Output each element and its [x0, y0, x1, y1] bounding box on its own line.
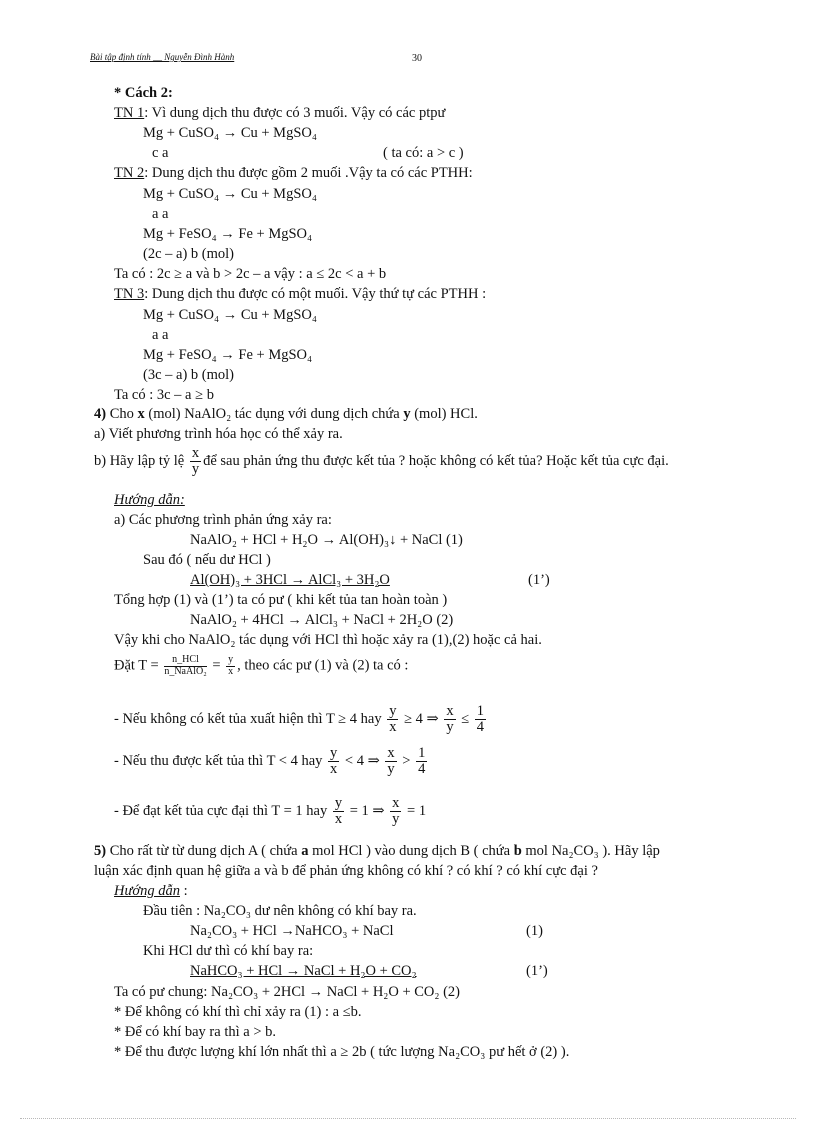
guide-1-a: a) Các phương trình phản ứng xảy ra:	[114, 512, 332, 528]
excess-hcl: Khi HCl dư thì có khí bay ra:	[143, 943, 314, 959]
tn2-line: TN 2: Dung dịch thu được gồm 2 muối .Vậy ta có các PTHH:	[114, 165, 473, 181]
tn3-line: TN 3: Dung dịch thu được có một muối. Vậy thứ tự các PTHH :	[114, 286, 487, 302]
reaction-2: NaAlO₂ + 4HCl → AlCl₃ + NaCl + 2H₂O (2)	[190, 612, 454, 628]
tn1-line: TN 1: Vì dung dịch thu được có 3 muối. Vậy có các ptpư	[114, 105, 446, 121]
ratio-x-over-y: $\frac{x}{y}$	[191, 445, 200, 478]
guide-heading-2: Hướng dẫn :	[114, 883, 188, 899]
equation-2-moles: a a	[152, 206, 169, 222]
summary-line: Vậy khi cho NaAlO₂ tác dụng với HCl thì hoặc xảy ra (1),(2) hoặc cả hai.	[114, 632, 542, 648]
case-max-precipitate: - Để đạt kết tủa cực đại thì T = 1 hay $\frac{y}{x}$ = 1 ⇒ $\frac{x}{y}$ = 1	[114, 795, 427, 828]
step-1-prime: NaHCO₃ + HCl → NaCl + H₂O + CO₂ (1’)	[190, 963, 548, 979]
case-no-precipitate: - Nếu không có kết tủa xuất hiện thì T ≥ 4 hay $\frac{y}{x}$ ≥ 4 ⇒ $\frac{x}{y}$ ≤ $\frac{1}{4}$	[114, 703, 485, 736]
equation-5-moles: (3c – a) b (mol)	[143, 367, 234, 383]
question-5: 5) Cho rất từ từ dung dịch A ( chứa a mol HCl ) vào dung dịch B ( chứa b mol Na₂CO₃ ). Hãy lập	[94, 843, 660, 859]
question-5-line-2: luận xác định quan hệ giữa a và b để phản ứng không có khí ? có khí ? có khí cực đại ?	[94, 863, 598, 879]
equation-4-moles: a a	[152, 327, 169, 343]
define-t: Đặt T = $\frac{\text{n\_HCl}}{\text{n\_NaAlO₂}}$ = $\frac{y}{x}$ , theo các pư (1) và (2) ta có :	[114, 654, 409, 677]
conclusion-gas: * Để có khí bay ra thì a > b.	[114, 1024, 276, 1040]
equation-3: Mg + FeSO₄ → Fe + MgSO₄	[143, 226, 313, 242]
overall-reaction: Ta có pư chung: Na₂CO₃ + 2HCl → NaCl + H₂O + CO₂ (2)	[114, 984, 460, 1000]
case-precipitate: - Nếu thu được kết tủa thì T < 4 hay $\frac{y}{x}$ < 4 ⇒ $\frac{x}{y}$ > $\frac{1}{4}$	[114, 745, 426, 778]
guide-heading-1: Hướng dẫn:	[114, 492, 185, 508]
question-4a: a) Viết phương trình hóa học có thể xảy ra.	[94, 426, 343, 442]
question-4b: b) Hãy lập tỷ lệ $\frac{x}{y}$ để sau phản ứng thu được kết tủa ? hoặc không có kết tủa? Hoặc kết tủa cực đại.	[94, 445, 669, 478]
question-4: 4) Cho x (mol) NaAlO₂ tác dụng với dung dịch chứa y (mol) HCl.	[94, 406, 478, 422]
condition-2: Ta có : 3c – a ≥ b	[114, 387, 214, 403]
equation-1-note: ( ta có: a > c )	[383, 145, 464, 161]
reaction-1-prime: Al(OH)₃ + 3HCl → AlCl₃ + 3H₂O (1’)	[190, 572, 550, 588]
header-author: Bài tập định tính __ Nguyễn Đình Hành	[90, 52, 235, 62]
page-bottom-border	[20, 1118, 796, 1119]
equation-1-moles: c a	[152, 145, 169, 161]
equation-3-moles: (2c – a) b (mol)	[143, 246, 234, 262]
equation-5: Mg + FeSO₄ → Fe + MgSO₄	[143, 347, 313, 363]
method-2-heading: * Cách 2:	[114, 85, 173, 101]
equation-4: Mg + CuSO₄ → Cu + MgSO₄	[143, 307, 317, 323]
conclusion-no-gas: * Để không có khí thì chỉ xảy ra (1) : a ≤b.	[114, 1004, 362, 1020]
then-note: Sau đó ( nếu dư HCl )	[143, 552, 271, 568]
first-step: Đầu tiên : Na₂CO₃ dư nên không có khí bay ra.	[143, 903, 417, 919]
equation-1: Mg + CuSO₄ → Cu + MgSO₄	[143, 125, 317, 141]
condition-1: Ta có : 2c ≥ a và b > 2c – a vậy : a ≤ 2c < a + b	[114, 266, 387, 282]
reaction-1: NaAlO₂ + HCl + H₂O → Al(OH)₃↓ + NaCl (1)	[190, 532, 463, 548]
equation-2: Mg + CuSO₄ → Cu + MgSO₄	[143, 186, 317, 202]
page-number: 30	[412, 53, 422, 64]
step-1: Na₂CO₃ + HCl →NaHCO₃ + NaCl (1)	[190, 923, 543, 939]
conclusion-max-gas: * Để thu được lượng khí lớn nhất thì a ≥ 2b ( tức lượng Na₂CO₃ pư hết ở (2) ).	[114, 1044, 570, 1060]
combine-note: Tổng hợp (1) và (1’) ta có pư ( khi kết tủa tan hoàn toàn )	[114, 592, 448, 608]
